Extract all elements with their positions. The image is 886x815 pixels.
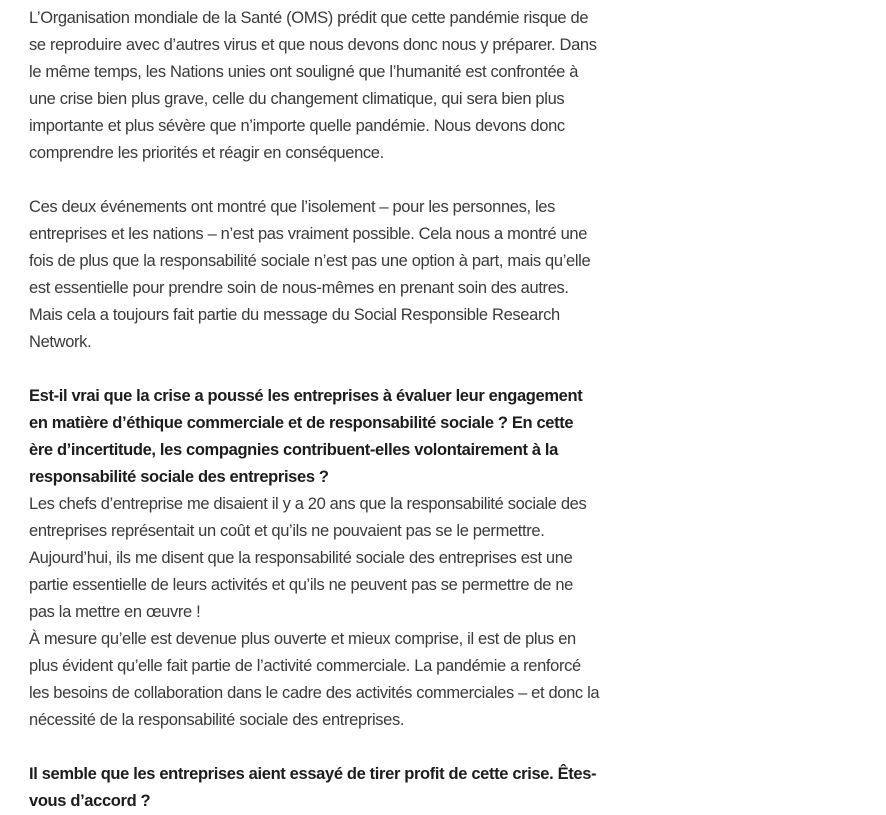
interview-question: Est-il vrai que la crise a poussé les entreprises à évaluer leur engagement en matière d’éthique commerciale et de responsabilité sociale ? En cette ère d’incertitude, les compagnies contribuent-elles volontairement à la responsabilité sociale des entreprises ? (29, 387, 583, 486)
interview-answer: L’Organisation mondiale de la Santé (OMS) prédit que cette pandémie risque de se reproduire avec d’autres virus et que nous devons donc nous y préparer. Dans le même temps, les Nations unies ont souligné que l’humanité est confrontée à une crise bien plus grave, celle du changement climatique, qui sera bien plus importante et plus sévère que n’importe quelle pandémie. Nous devons donc comprendre les priorités et réagir en conséquence. (29, 9, 597, 162)
interview-answer: Ces deux événements ont montré que l’isolement – pour les personnes, les entreprises et les nations – n’est pas vraiment possible. Cela nous a montré une fois de plus que la responsabilité sociale n’est pas une option à part, mais qu’elle est essentielle pour prendre soin de nous-mêmes en prenant soin des autres. Mais cela a toujours fait partie du message du Social Responsible Research Network. (29, 198, 591, 351)
interview-answer: À mesure qu’elle est devenue plus ouverte et mieux comprise, il est de plus en plus évident qu’elle fait partie de l’activité commerciale. La pandémie a renforcé les besoins de collaboration dans le cadre des activités commerciales – et donc la nécessité de la responsabilité sociale des entreprises. (29, 630, 600, 729)
interview-answer: Les chefs d’entreprise me disaient il y a 20 ans que la responsabilité sociale des entreprises représentait un coût et qu’ils ne pouvaient pas se le permettre. Aujourd’hui, ils me disent que la responsabilité sociale des entreprises est une partie essentielle de leurs activités et qu’ils ne peuvent pas se permettre de ne pas la mettre en œuvre ! (29, 495, 587, 621)
interview-question: Il semble que les entreprises aient essayé de tirer profit de cette crise. Êtes-vous d’accord ? (29, 765, 597, 810)
